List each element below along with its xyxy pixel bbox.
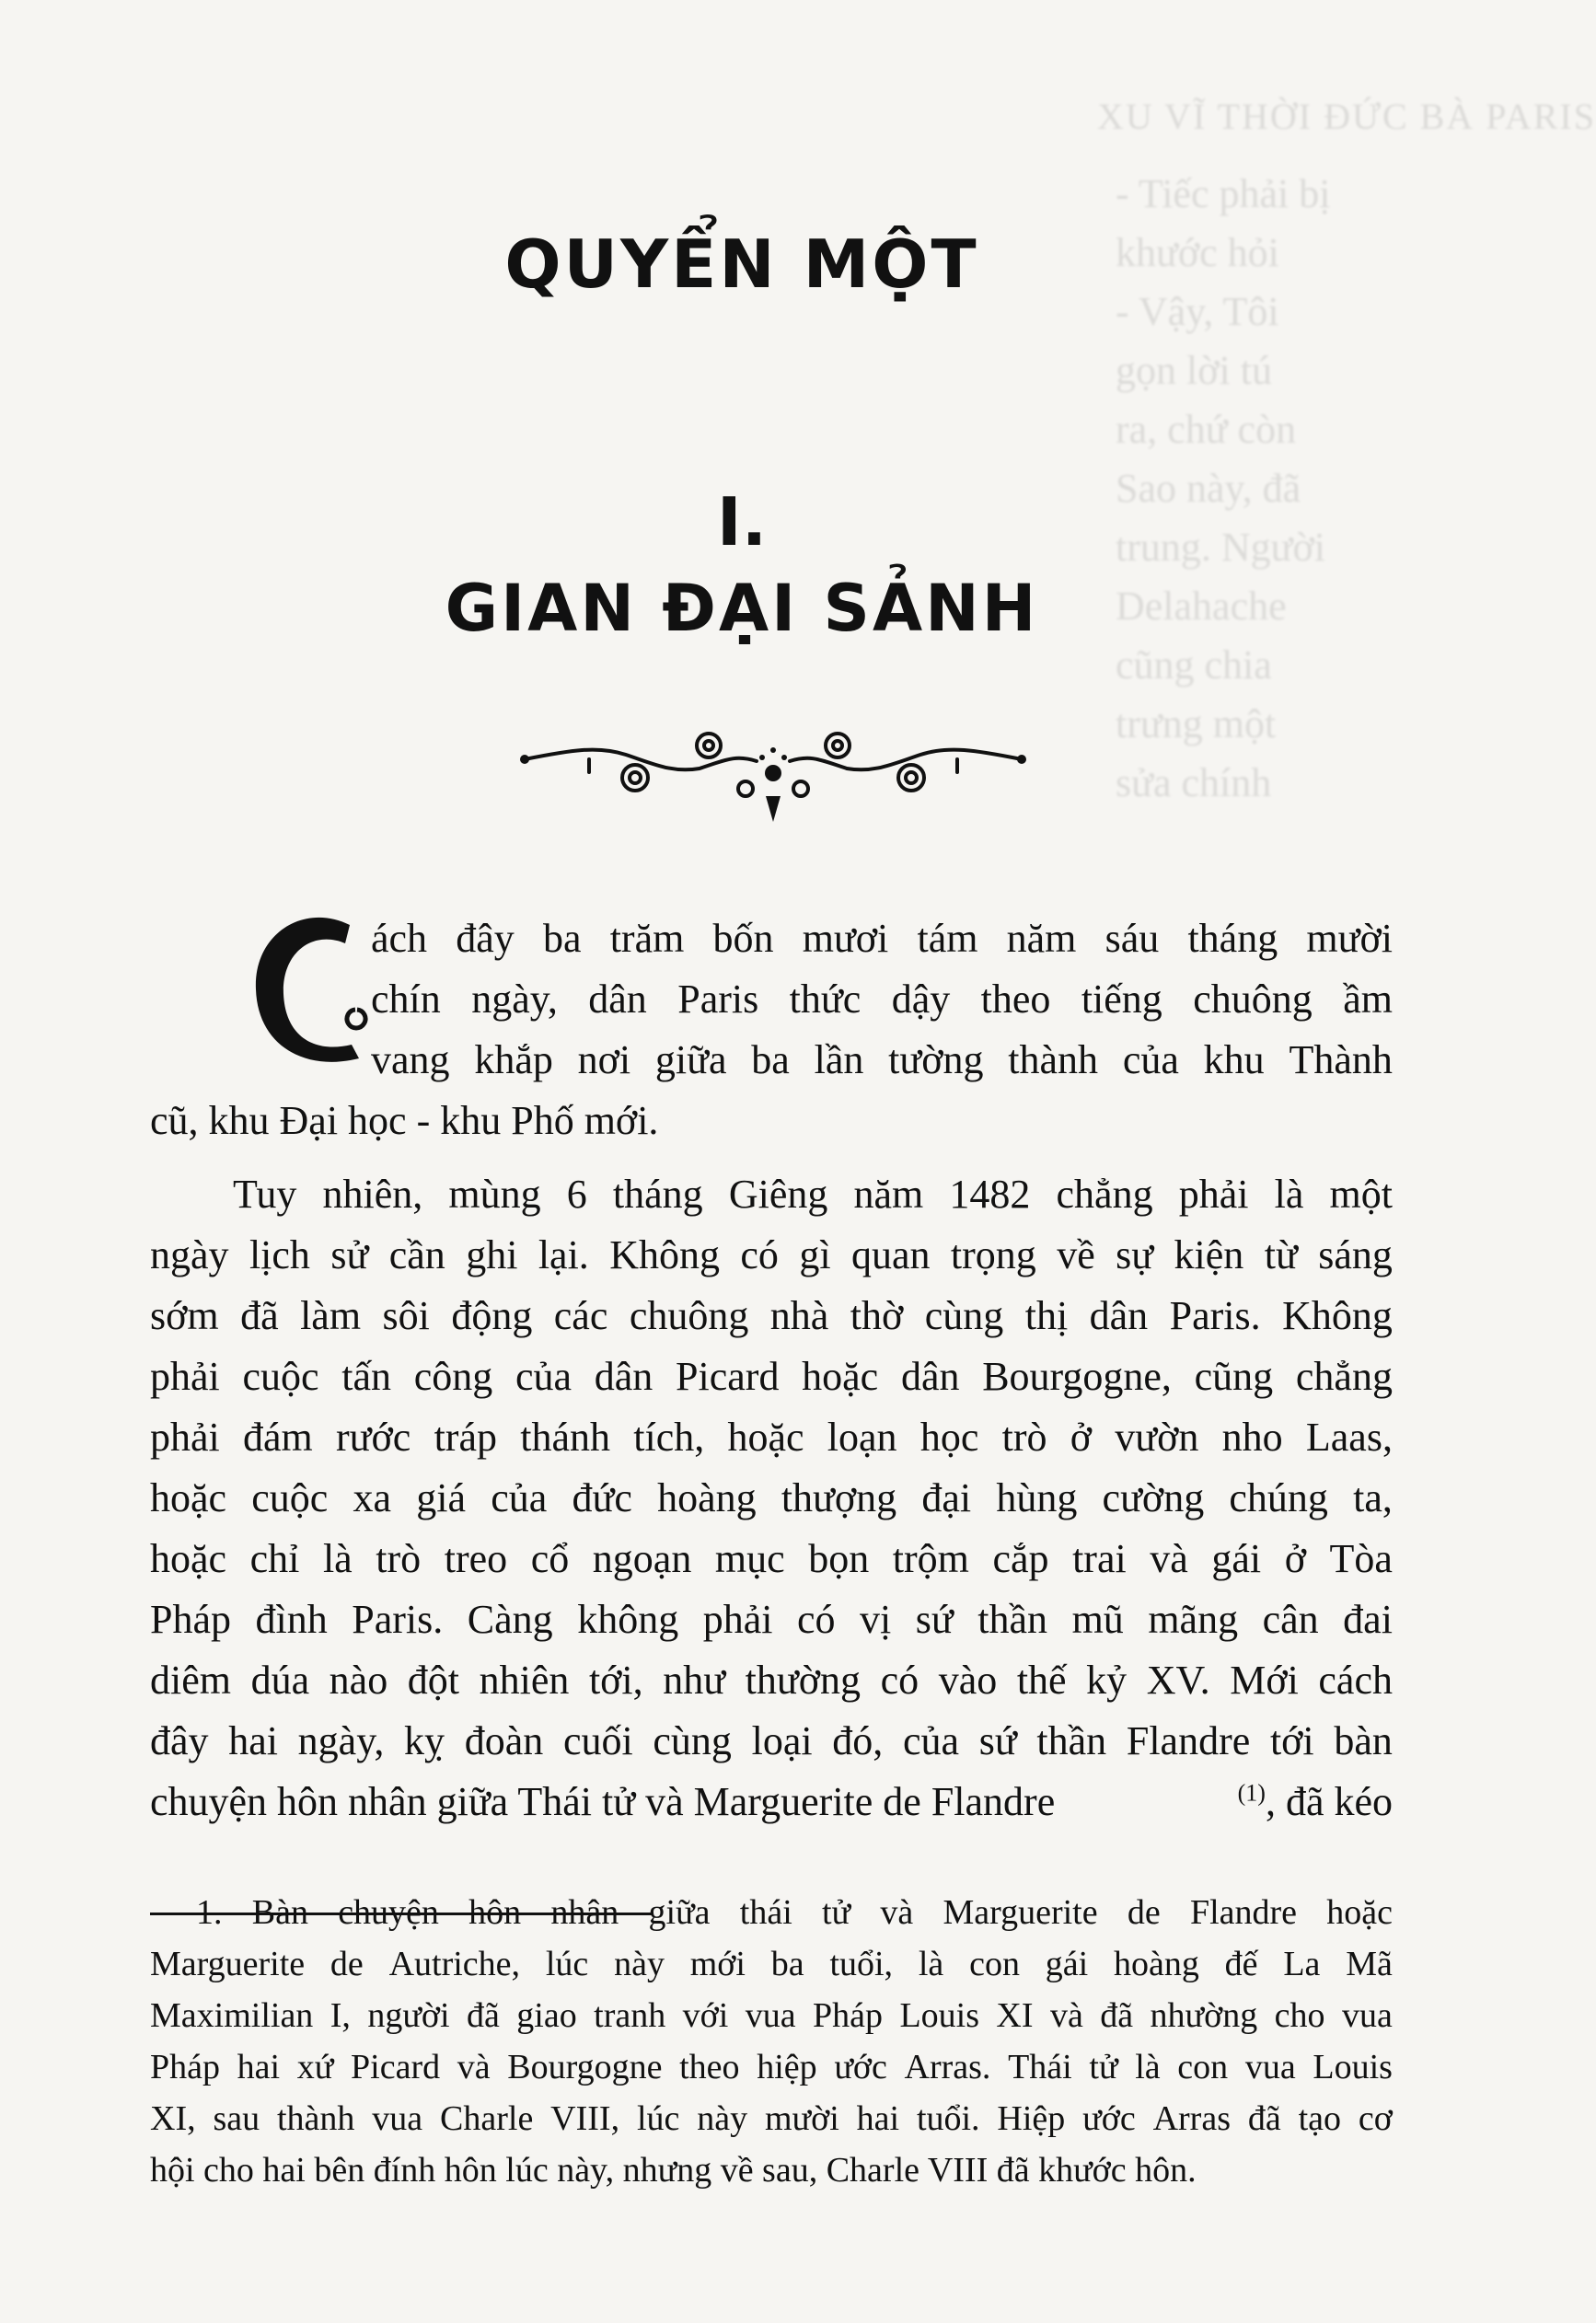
footnote (150, 1887, 1393, 2196)
text-line: Tuy nhiên, mùng 6 tháng Giêng năm 1482 chẳng phải là một (233, 1172, 1393, 1217)
footnote-line: Marguerite de Autriche, lúc này mới ba tuổi, là con gái hoàng đế La Mã (150, 1945, 1393, 1983)
bleed-line: khước hỏi (1116, 230, 1279, 275)
text-segment: chuyện hôn nhân giữa Thái tử và Marguerite de Flandre (150, 1779, 1056, 1824)
footnote-line: Pháp hai xứ Picard và Bourgogne theo hiệp ước Arras. Thái tử là con vua Louis (150, 2048, 1393, 2086)
text-line: cũ, khu Đại học - khu Phố mới. (150, 1098, 659, 1143)
text-line: hoặc cuộc xa giá của đức hoàng thượng đại hùng cường chúng ta, (150, 1475, 1393, 1520)
bleed-line: Sao này, đã (1116, 466, 1301, 511)
bleed-line: sửa chính (1116, 760, 1272, 805)
bleed-line: Delahache (1116, 584, 1287, 629)
bleed-line: - Vậy, Tôi (1116, 289, 1279, 334)
text-line: ngày lịch sử cần ghi lại. Không có gì quan trọng về sự kiện từ sáng (150, 1232, 1393, 1277)
bleed-line: trung. Người (1116, 525, 1325, 570)
text-line: phải đám rước tráp thánh tích, hoặc loạn học trò ở vườn nho Laas, (150, 1415, 1393, 1460)
text-line: chín ngày, dân Paris thức dậy theo tiếng chuông ầm (371, 977, 1393, 1022)
ornament-flourish-icon (515, 704, 1031, 824)
footnote-line: hội cho hai bên đính hôn lúc này, nhưng về sau, Charle VIII đã khước hôn. (150, 2151, 1197, 2190)
bleed-line: gọn lời tú (1116, 348, 1272, 393)
text-segment: , đã kéo (1265, 1779, 1393, 1824)
bleed-line: - Tiếc phải bị (1116, 171, 1331, 216)
footnote-line: 1. Bàn chuyện hôn nhân giữa thái tử và Marguerite de Flandre hoặc (196, 1893, 1393, 1932)
bleed-header: XU VĨ THỜI ĐỨC BÀ PARIS (1097, 96, 1596, 137)
footnote-line: XI, sau thành vua Charle VIII, lúc này mười hai tuổi. Hiệp ước Arras đã tạo cơ (150, 2099, 1393, 2138)
footnote-line: Maximilian I, người đã giao tranh với vua Pháp Louis XI và đã nhường cho vua (150, 1996, 1393, 2035)
paragraph-2 (150, 1164, 1393, 1832)
text-line: diêm dúa nào đột nhiên tới, như thường có vào thế kỷ XV. Mới cách (150, 1658, 1393, 1703)
text-line: phải cuộc tấn công của dân Picard hoặc dân Bourgogne, cũng chẳng (150, 1354, 1393, 1399)
bleed-line: cũng chia (1116, 642, 1272, 688)
bleed-line: ra, chứ còn (1116, 407, 1297, 452)
drop-cap-c-icon (249, 907, 377, 1072)
text-line: hoặc chỉ là trò treo cổ ngoạn mục bọn trộm cắp trai và gái ở Tòa (150, 1536, 1393, 1581)
chapter-title: GIAN ĐẠI SẢNH (445, 571, 1039, 646)
paragraph-1-dropcap-lines (371, 908, 1393, 1091)
footnote-reference[interactable]: (1) (1237, 1779, 1266, 1807)
book-title: QUYỂN MỘT (504, 225, 979, 303)
chapter-number: I. (716, 483, 768, 561)
text-line-with-footnote (150, 1772, 1393, 1832)
paragraph-1-last-line (150, 1091, 1393, 1151)
text-line: Pháp đình Paris. Càng không phải có vị sứ thần mũ mãng cân đai (150, 1597, 1393, 1642)
bleed-line: trưng một (1116, 701, 1277, 746)
text-line: đây hai ngày, kỵ đoàn cuối cùng loại đó, của sứ thần Flandre tới bàn (150, 1718, 1393, 1763)
text-line: sớm đã làm sôi động các chuông nhà thờ cùng thị dân Paris. Không (150, 1293, 1393, 1338)
text-line: ách đây ba trăm bốn mươi tám năm sáu tháng mười (371, 916, 1393, 961)
text-line: vang khắp nơi giữa ba lần tường thành của khu Thành (371, 1037, 1393, 1082)
